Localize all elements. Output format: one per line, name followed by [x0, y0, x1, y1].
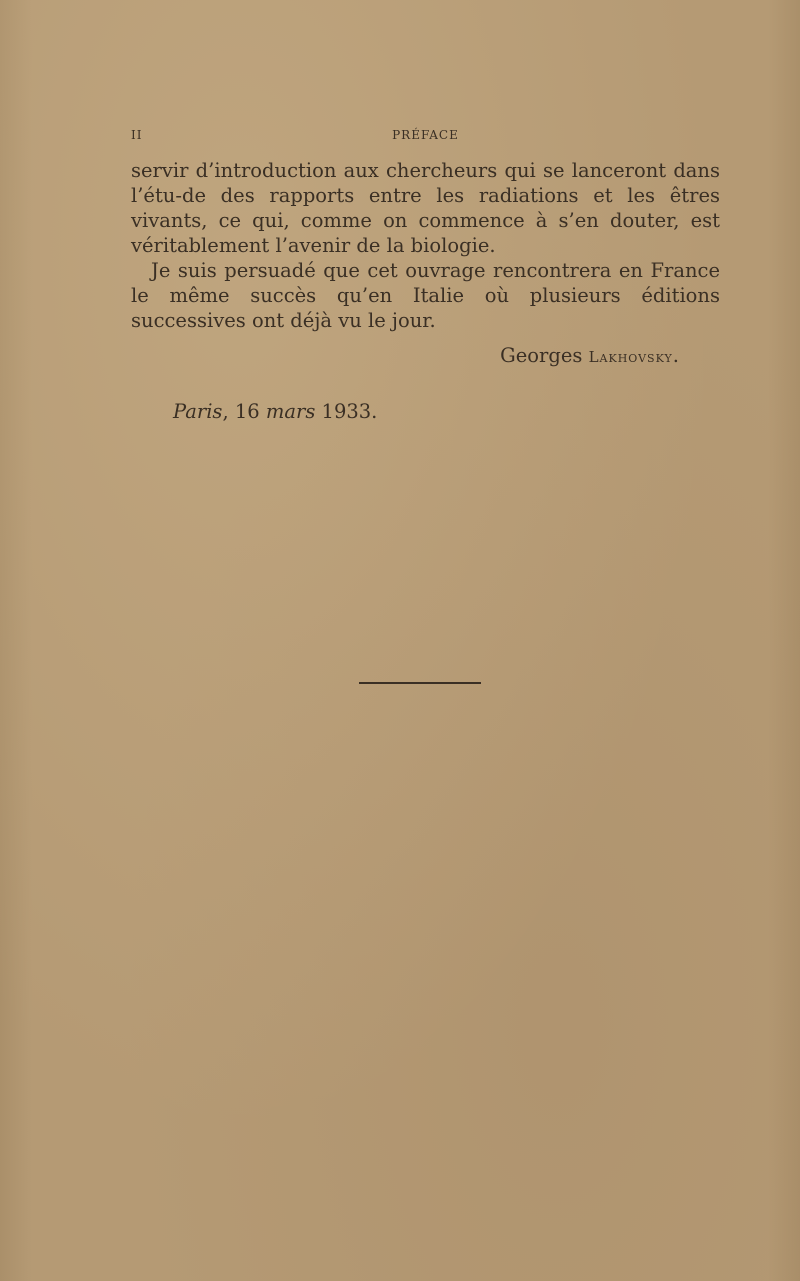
dateline-separator: ,	[222, 400, 229, 423]
signature	[131, 344, 679, 367]
dateline-place: Paris	[173, 400, 223, 423]
signature-last-name: Lakhovsky	[588, 348, 673, 366]
paragraph: Je suis persuadé que cet ouvrage rencontrera en France le même succès qu’en Italie où plusieurs éditions successives ont déjà vu le jour.	[131, 259, 720, 332]
running-title: PRÉFACE	[392, 128, 459, 142]
running-head	[131, 128, 720, 146]
dateline	[173, 400, 377, 423]
page-number: II	[131, 128, 143, 142]
body-text	[131, 158, 720, 333]
signature-period: .	[672, 344, 679, 367]
signature-first-name: Georges	[500, 344, 583, 367]
dateline-year: 1933.	[321, 400, 378, 423]
dateline-day: 16	[234, 400, 260, 423]
dateline-month: mars	[265, 400, 316, 423]
section-end-rule	[359, 682, 481, 684]
paragraph: servir d’introduction aux chercheurs qui se lanceront dans l’étu-de des rapports entre les radiations et les êtres vivants, ce qui, comme on commence à s’en douter, est véritablement l’avenir de la biologie.	[131, 159, 720, 257]
